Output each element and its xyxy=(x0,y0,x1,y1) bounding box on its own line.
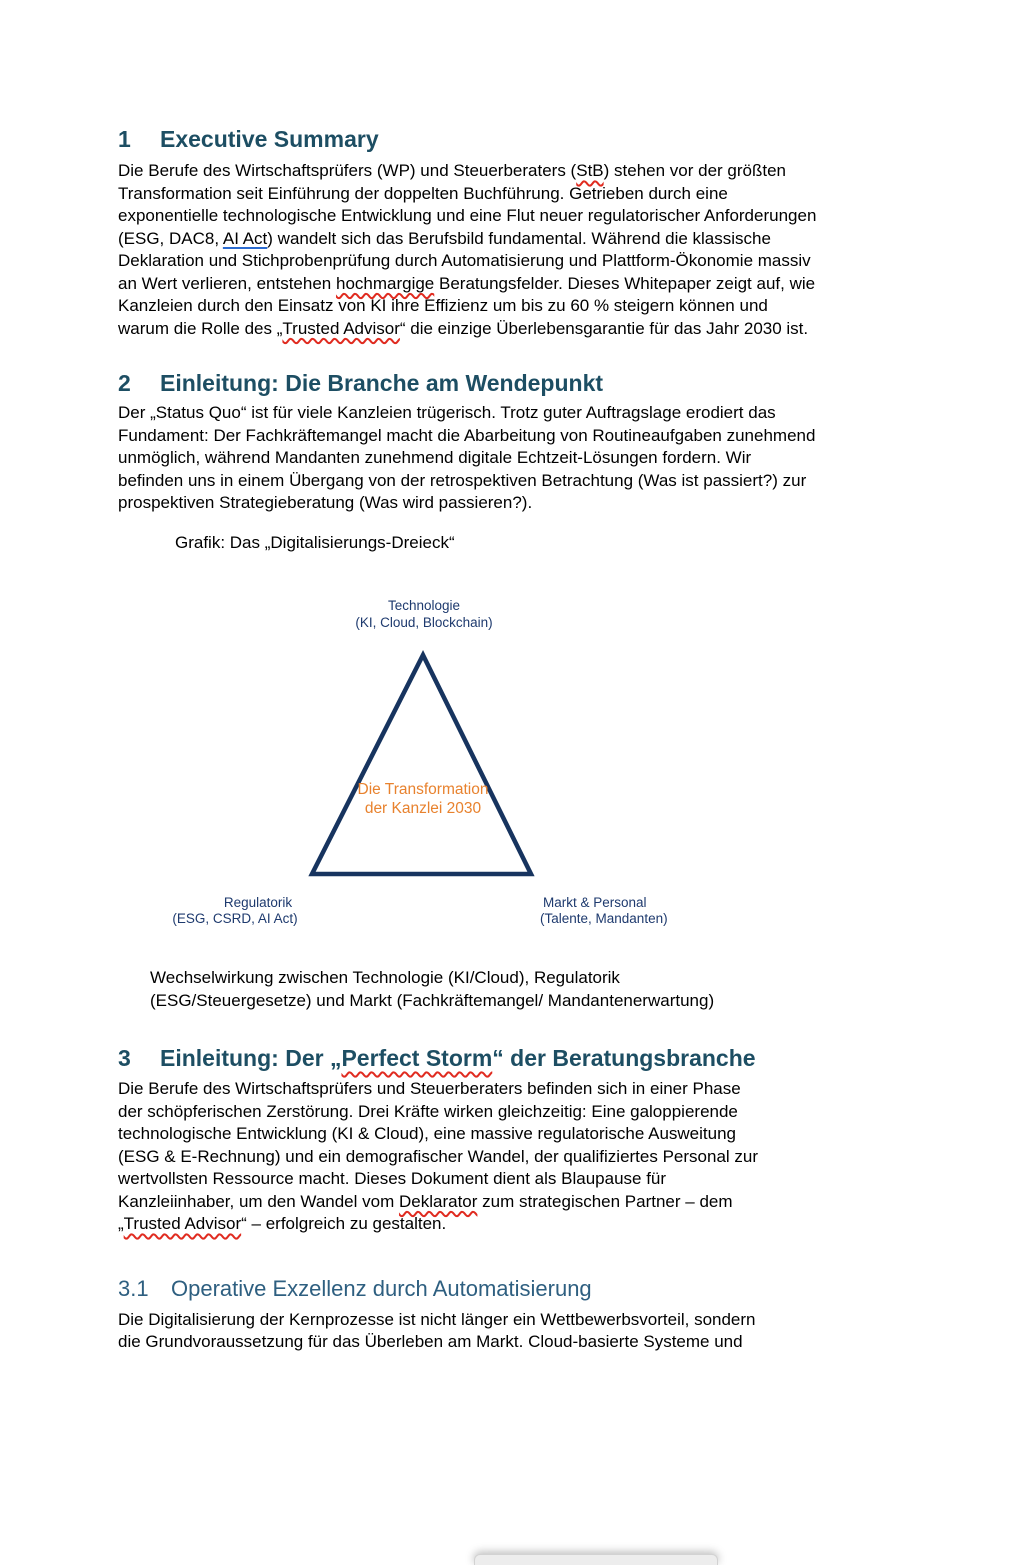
text-run: “ – erfolgreich zu gestalten. xyxy=(241,1214,447,1233)
document-page xyxy=(0,126,1032,1354)
linked-text[interactable]: AI Act xyxy=(222,228,268,248)
misspelled-text: Trusted Advisor xyxy=(282,318,400,338)
diagram-label-markt-personal-sub: (Talente, Mandanten) xyxy=(540,911,668,926)
heading-number: 2 xyxy=(118,370,131,396)
paragraph-perfect-storm xyxy=(118,1078,918,1236)
text-line xyxy=(118,205,918,228)
text-run: befinden uns in einem Übergang von der retrospektiven Betrachtung (Was ist passiert?) zur xyxy=(118,470,807,490)
misspelled-text: Trusted Advisor xyxy=(123,1214,242,1233)
diagram-center-line: der Kanzlei 2030 xyxy=(364,800,482,817)
text-run: exponentielle technologische Entwicklung und eine Flut neuer regulatorischer Anforderungen xyxy=(118,206,817,225)
text-line xyxy=(118,1078,918,1101)
diagram-center-line: Die Transformation xyxy=(357,781,489,798)
text-run: Beratungsfelder. Dieses Whitepaper zeigt auf, wie xyxy=(434,273,816,293)
text-run: der schöpferischen Zerstörung. Drei Kräfte wirken gleichzeitig: Eine galoppierende xyxy=(118,1101,738,1121)
text-run: technologische Entwicklung (KI & Cloud), eine massive regulatorische Ausweitung xyxy=(118,1124,736,1143)
heading-text: Executive Summary xyxy=(160,126,379,152)
text-line xyxy=(118,402,918,425)
heading-text: Einleitung: Die Branche am Wendepunkt xyxy=(160,370,604,396)
triangle-shape xyxy=(292,645,551,885)
diagram-center-label xyxy=(358,780,489,818)
text-run: “ der Beratungsbranche xyxy=(492,1045,756,1071)
text-line xyxy=(118,250,918,273)
text-line xyxy=(118,1331,918,1354)
text-run: Transformation seit Einführung der doppelten Buchführung. Getrieben durch eine xyxy=(118,183,728,203)
text-line xyxy=(118,1146,918,1169)
diagram-label-technologie xyxy=(355,598,492,631)
text-line xyxy=(118,318,918,341)
diagram-label-line: (KI, Cloud, Blockchain) xyxy=(355,614,493,630)
text-run: ) wandelt sich das Berufsbild fundamental. Während die klassische xyxy=(267,228,771,248)
diagram-label-regulatorik: Regulatorik xyxy=(223,895,293,910)
text-line xyxy=(118,447,918,470)
misspelled-text: hochmargige xyxy=(335,273,435,293)
text-line xyxy=(118,295,918,318)
misspelled-text: Perfect Storm xyxy=(341,1045,493,1071)
paragraph-operative-exzellenz xyxy=(118,1309,918,1354)
diagram-label-line: Technologie xyxy=(387,598,461,613)
text-run: (ESG & E-Rechnung) und ein demografischer Wandel, der qualifiziertes Personal zur xyxy=(118,1146,759,1166)
text-run: an Wert verlieren, entstehen xyxy=(118,273,336,293)
text-line xyxy=(118,273,918,296)
text-line xyxy=(118,1309,918,1332)
text-run: (ESG/Steuergesetze) und Markt (Fachkräftemangel/ Mandantenerwartung) xyxy=(150,990,715,1010)
heading-operative-exzellenz xyxy=(118,1276,918,1302)
text-run: Die Berufe des Wirtschaftsprüfers (WP) und Steuerberaters ( xyxy=(118,161,577,180)
diagram-label-regulatorik-sub: (ESG, CSRD, AI Act) xyxy=(172,911,298,926)
text-line xyxy=(118,425,918,448)
digitalisierungs-dreieck-diagram xyxy=(118,595,918,935)
text-run: Kanzleien durch den Einsatz von KI ihre Effizienz um bis zu 60 % steigern können und xyxy=(118,296,768,315)
document-screenshot xyxy=(0,126,1032,1562)
text-line xyxy=(118,1213,918,1236)
text-line xyxy=(118,1191,918,1214)
heading-einleitung-wendepunkt xyxy=(118,370,918,396)
text-run: „ xyxy=(118,1214,124,1233)
figure-caption xyxy=(118,967,918,1012)
diagram-label-markt-personal: Markt & Personal xyxy=(543,895,647,910)
text-run: unmöglich, während Mandanten zunehmend digitale Echtzeit-Lösungen fordern. Wir xyxy=(118,448,752,467)
floating-toolbar-edge[interactable] xyxy=(474,1554,718,1565)
text-line xyxy=(118,1101,918,1124)
text-run: zum strategischen Partner – dem xyxy=(477,1191,733,1211)
heading-number: 1 xyxy=(118,126,131,152)
text-run: Der „Status Quo“ ist für viele Kanzleien trügerisch. Trotz guter Auftragslage erodiert das xyxy=(118,403,776,422)
grafik-caption-line: Grafik: Das „Digitalisierungs-Dreieck“ xyxy=(175,532,455,552)
text-run: Fundament: Der Fachkräftemangel macht die Abarbeitung von Routineaufgaben zunehmend xyxy=(118,425,816,445)
text-line xyxy=(118,228,918,251)
text-run: Einleitung: Der „ xyxy=(160,1045,342,1071)
text-run: ) stehen vor der größten xyxy=(603,161,787,180)
heading-text: Operative Exzellenz durch Automatisierung xyxy=(171,1275,592,1301)
heading-number: 3.1 xyxy=(118,1275,149,1301)
text-line xyxy=(118,183,918,206)
text-run: “ die einzige Überlebensgarantie für das Jahr 2030 ist. xyxy=(399,318,809,338)
text-run: Deklaration und Stichprobenprüfung durch Automatisierung und Plattform-Ökonomie massiv xyxy=(118,251,811,270)
heading-text xyxy=(160,1045,756,1071)
text-run: wertvollsten Ressource macht. Dieses Dokument dient als Blaupause für xyxy=(118,1169,667,1188)
text-run: Die Digitalisierung der Kernprozesse ist nicht länger ein Wettbewerbsvorteil, sondern xyxy=(118,1309,756,1329)
heading-executive-summary xyxy=(118,126,918,152)
text-run: Die Berufe des Wirtschaftsprüfers und Steuerberaters befinden sich in einer Phase xyxy=(118,1079,741,1098)
heading-perfect-storm xyxy=(118,1045,918,1071)
text-run: (ESG, DAC8, xyxy=(118,228,223,248)
text-line xyxy=(150,990,918,1013)
misspelled-text: Deklarator xyxy=(398,1191,478,1211)
text-line xyxy=(118,470,918,493)
text-line xyxy=(118,1168,918,1191)
misspelled-text: StB xyxy=(576,161,604,180)
text-line xyxy=(118,1123,918,1146)
paragraph-einleitung-wendepunkt xyxy=(118,402,918,515)
text-run: warum die Rolle des „ xyxy=(118,318,283,338)
text-run: prospektiven Strategieberatung (Was wird passieren?). xyxy=(118,493,533,512)
text-line xyxy=(118,492,918,515)
text-line xyxy=(150,967,918,990)
text-run: Wechselwirkung zwischen Technologie (KI/Cloud), Regulatorik xyxy=(150,968,620,987)
text-line xyxy=(118,160,918,183)
text-run: die Grundvoraussetzung für das Überleben am Markt. Cloud-basierte Systeme und xyxy=(118,1332,743,1351)
paragraph-executive-summary xyxy=(118,160,918,340)
text-run: Kanzleiinhaber, um den Wandel vom xyxy=(118,1191,399,1211)
heading-number: 3 xyxy=(118,1045,131,1071)
